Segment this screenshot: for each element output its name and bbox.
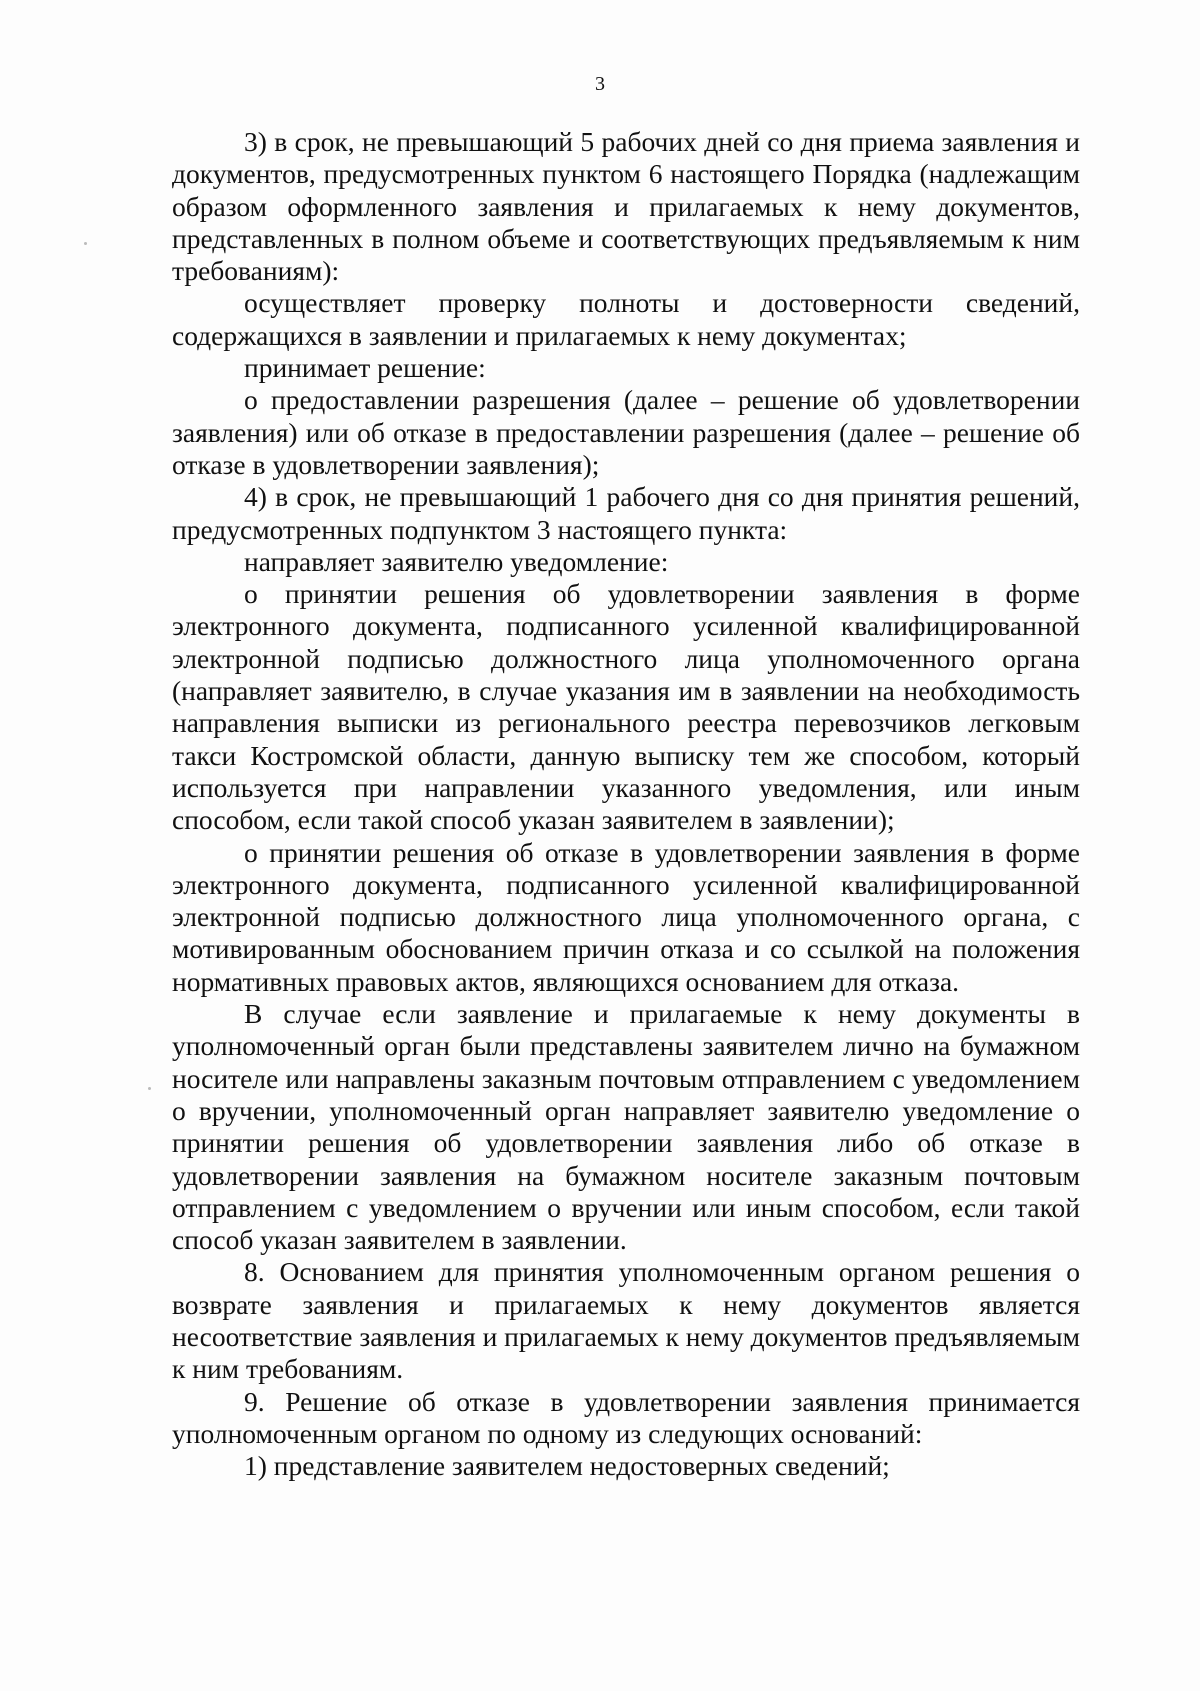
paragraph-refusal-notice: о принятии решения об отказе в удовлетворении заявления в форме электронного документа, подписанного усиленной квалифицированной электронной подписью должностного лица уполномоченного органа, с мотивированным обоснованием причин отказа и со ссылкой на положения нормативных правовых актов, являющихся основанием для отказа.	[172, 836, 1080, 997]
paragraph-decision-options: о предоставлении разрешения (далее – решение об удовлетворении заявления) или об отказе в предоставлении разрешения (далее – решение об отказе в удовлетворении заявления);	[172, 384, 1080, 480]
paragraph-item-4-deadline: 4) в срок, не превышающий 1 рабочего дня со дня принятия решений, предусмотренных подпунктом 3 настоящего пункта:	[172, 481, 1080, 545]
paragraph-subitem-1-false-info: 1) представление заявителем недостоверных сведений;	[244, 1450, 890, 1482]
paragraph-approval-notice: о принятии решения об удовлетворении заявления в форме электронного документа, подписанного усиленной квалифицированной электронной подписью должностного лица уполномоченного органа (направляет заявителю, в случае указания им в заявлении на необходимость направления выписки из регионального реестра перевозчиков легковым такси Костромской области, данную выписку тем же способом, который используется при направлении указанного уведомления, или иным способом, если такой способ указан заявителем в заявлении);	[172, 578, 1080, 836]
paragraph-item-3-deadline: 3) в срок, не превышающий 5 рабочих дней со дня приема заявления и документов, предусмотренных пунктом 6 настоящего Порядка (надлежащим образом оформленного заявления и прилагаемых к нему документов, представленных в полном объеме и соответствующих предъявляемым к ним требованиям):	[172, 126, 1080, 287]
paragraph-check-completeness: осуществляет проверку полноты и достоверности сведений, содержащихся в заявлении и прилагаемых к нему документах;	[172, 287, 1080, 351]
scan-artifact-dot	[148, 1087, 151, 1090]
paragraph-item-8-return-grounds: 8. Основанием для принятия уполномоченным органом решения о возврате заявления и прилагаемых к нему документов является несоответствие заявления и прилагаемых к нему документов предъявляемым к ним требованиям.	[172, 1256, 1081, 1385]
document-body	[172, 126, 1080, 1482]
paragraph-paper-submission: В случае если заявление и прилагаемые к нему документы в уполномоченный орган были представлены заявителем лично на бумажном носителе или направлены заказным почтовым отправлением с уведомлением о вручении, уполномоченный орган направляет заявителю уведомление о принятии решения об удовлетворении заявления либо об отказе в удовлетворении заявления на бумажном носителе заказным почтовым отправлением с уведомлением о вручении или иным способом, если такой способ указан заявителем в заявлении.	[172, 998, 1080, 1256]
scan-artifact-dot	[84, 242, 87, 245]
paragraph-makes-decision: принимает решение:	[244, 352, 486, 384]
page-number: 3	[595, 73, 605, 95]
paragraph-item-9-refusal-grounds: 9. Решение об отказе в удовлетворении заявления принимается уполномоченным органом по одному из следующих оснований:	[172, 1385, 1080, 1449]
paragraph-sends-notification: направляет заявителю уведомление:	[244, 545, 669, 577]
